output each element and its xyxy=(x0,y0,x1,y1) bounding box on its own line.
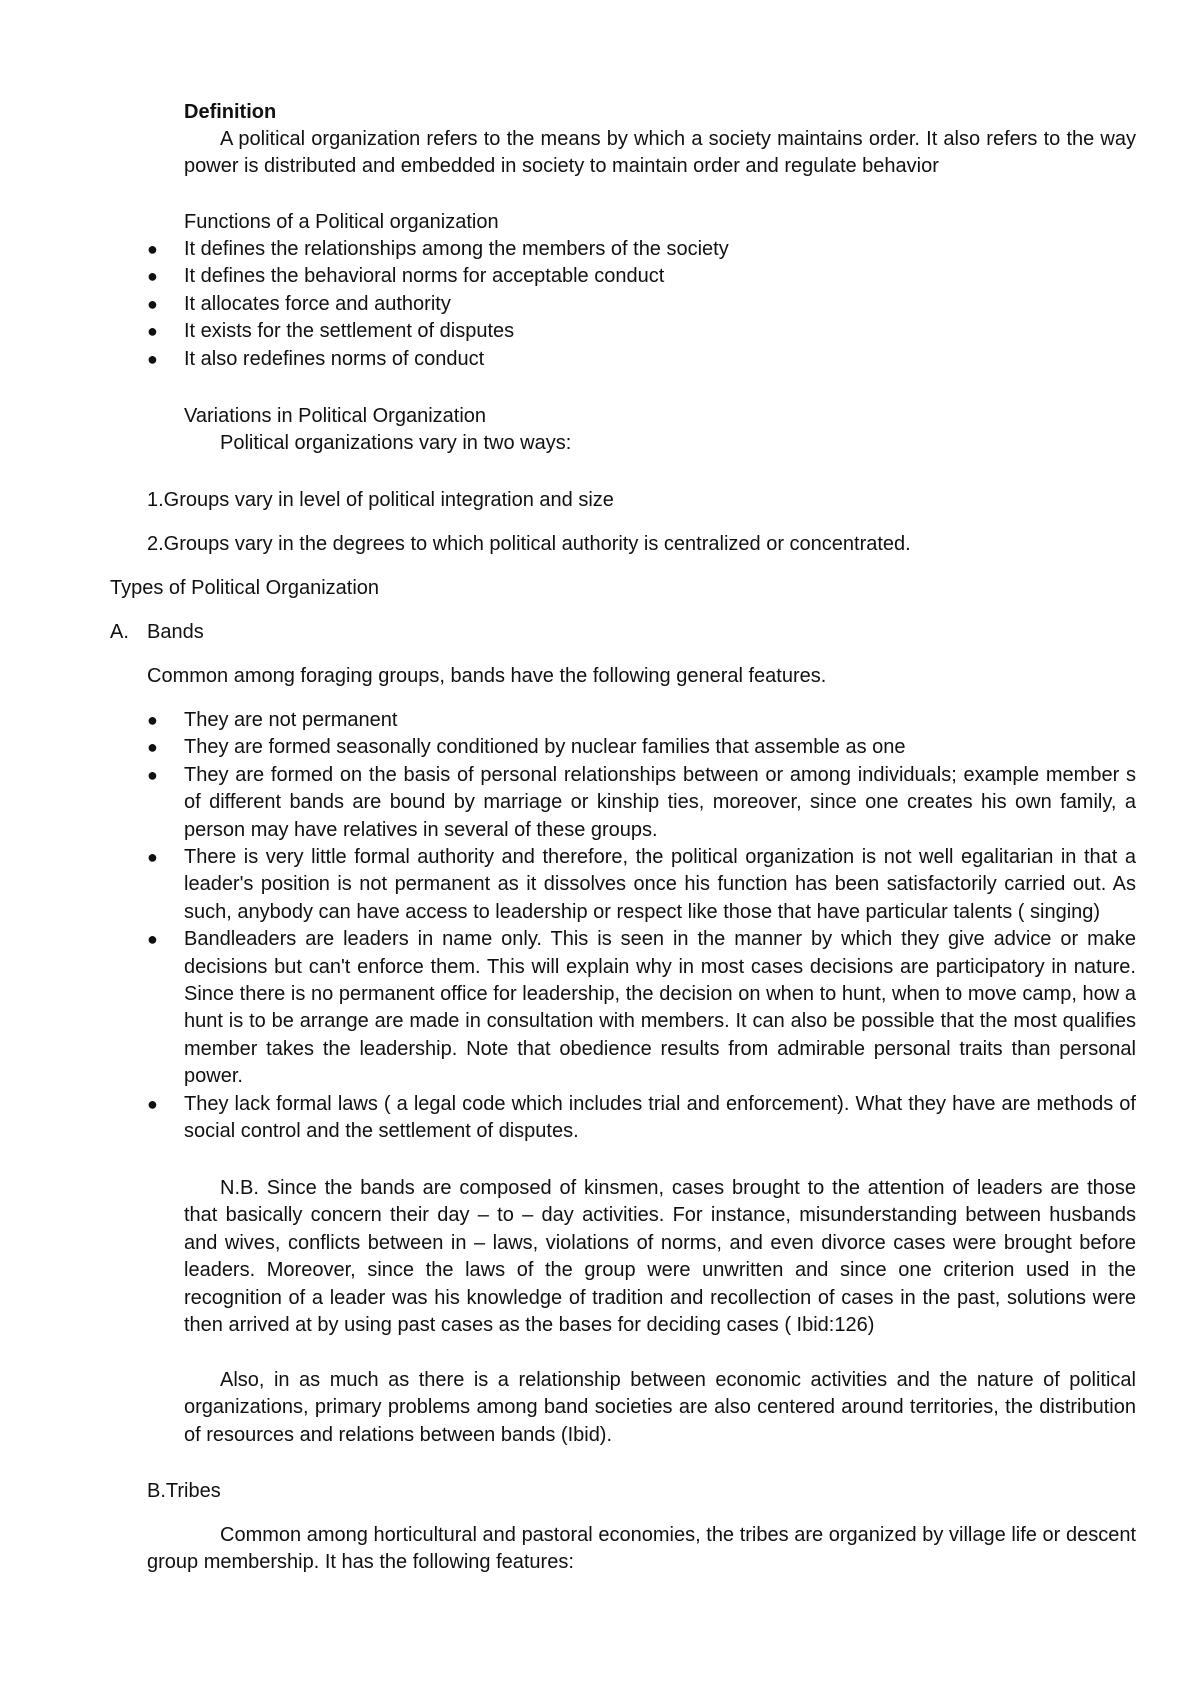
list-item-text: It allocates force and authority xyxy=(184,292,451,315)
list-item-text: Bandleaders are leaders in name only. This is seen in the manner by which they give advice or make decisions but can't enforce them. This will explain why in most cases decisions are participatory in nature. Since there is no permanent office for leadership, the decision on when to hunt, when to move camp, how a hunt is to be arrange are made in consultation with members. It can also be possible that the most qualifies member takes the leadership. Note that obedience results from admirable personal traits than personal power. xyxy=(184,928,1136,1088)
variations-heading: Variations in Political Organization xyxy=(184,405,487,427)
list-item-text: There is very little formal authority and therefore, the political organization is not well egalitarian in that a leader's position is not permanent as it dissolves once his function has been satisfactorily carried out. As such, anybody can have access to leadership or respect like those that have particular talents ( singing) xyxy=(184,846,1136,923)
list-item xyxy=(147,762,1136,844)
bands-intro: Common among foraging groups, bands have the following general features. xyxy=(147,665,827,687)
bullet-icon: ● xyxy=(147,321,158,342)
variations-intro: Political organizations vary in two ways: xyxy=(220,432,572,454)
bullet-icon: ● xyxy=(147,293,158,314)
list-item-text: They are formed on the basis of personal relationships between or among individuals; example member s of different bands are bound by marriage or kinship ties, moreover, since one creates his own family, a person may have relatives in several of these groups. xyxy=(184,763,1136,841)
functions-list xyxy=(147,236,1136,373)
bullet-icon: ● xyxy=(147,710,158,730)
list-item xyxy=(147,707,1136,734)
list-item xyxy=(147,844,1136,926)
functions-heading: Functions of a Political organization xyxy=(184,211,499,233)
also-paragraph: Also, in as much as there is a relationship between economic activities and the nature of political organizations, primary problems among band societies are also centered around territories, the distribution of resources and relations between bands (Ibid). xyxy=(184,1369,1136,1446)
variation-item-1: 1.Groups vary in level of political integration and size xyxy=(147,489,614,511)
bullet-icon: ● xyxy=(147,737,158,758)
list-item xyxy=(147,236,1136,263)
list-item-text: They lack formal laws ( a legal code which includes trial and enforcement). What they have are methods of social control and the settlement of disputes. xyxy=(184,1092,1136,1143)
bullet-icon: ● xyxy=(147,348,158,369)
tribes-title: B.Tribes xyxy=(147,1480,221,1502)
bullet-icon: ● xyxy=(147,764,158,785)
list-item-text: They are not permanent xyxy=(184,709,398,731)
list-item-text: It also redefines norms of conduct xyxy=(184,347,485,370)
bands-label: A. xyxy=(110,621,129,643)
list-item xyxy=(147,1091,1136,1146)
types-heading: Types of Political Organization xyxy=(110,577,380,599)
definition-paragraph: A political organization refers to the means by which a society maintains order. It also refers to the way power is distributed and embedded in society to maintain order and regulate behavior xyxy=(184,128,1136,178)
list-item xyxy=(147,263,1136,290)
list-item xyxy=(147,734,1136,761)
list-item xyxy=(147,318,1136,345)
list-item xyxy=(147,291,1136,318)
bullet-icon: ● xyxy=(147,239,158,259)
list-item xyxy=(147,346,1136,373)
bullet-icon: ● xyxy=(147,1093,158,1114)
bullet-icon: ● xyxy=(147,266,158,287)
bullet-icon: ● xyxy=(147,929,158,950)
bands-title: Bands xyxy=(147,621,204,643)
definition-heading: Definition xyxy=(184,101,277,123)
variation-item-2: 2.Groups vary in the degrees to which political authority is centralized or concentrated. xyxy=(147,533,911,555)
list-item-text: They are formed seasonally conditioned by nuclear families that assemble as one xyxy=(184,736,906,759)
nb-paragraph: N.B. Since the bands are composed of kinsmen, cases brought to the attention of leaders are those that basically concern their day – to – day activities. For instance, misunderstanding between husbands and wives, conflicts between in – laws, violations of norms, and even divorce cases were brought before leaders. Moreover, since the laws of the group were unwritten and since one criterion used in the recognition of a leader was his knowledge of tradition and recollection of cases in the past, solutions were then arrived at by using past cases as the bases for deciding cases ( Ibid:126) xyxy=(184,1177,1136,1337)
list-item-text: It exists for the settlement of disputes xyxy=(184,320,515,343)
tribes-paragraph: Common among horticultural and pastoral economies, the tribes are organized by village life or descent group membership. It has the following features: xyxy=(147,1524,1136,1574)
bullet-icon: ● xyxy=(147,847,158,868)
list-item-text: It defines the behavioral norms for acceptable conduct xyxy=(184,265,665,288)
list-item xyxy=(147,926,1136,1090)
list-item-text: It defines the relationships among the members of the society xyxy=(184,238,729,260)
bands-features-list xyxy=(147,707,1136,1146)
